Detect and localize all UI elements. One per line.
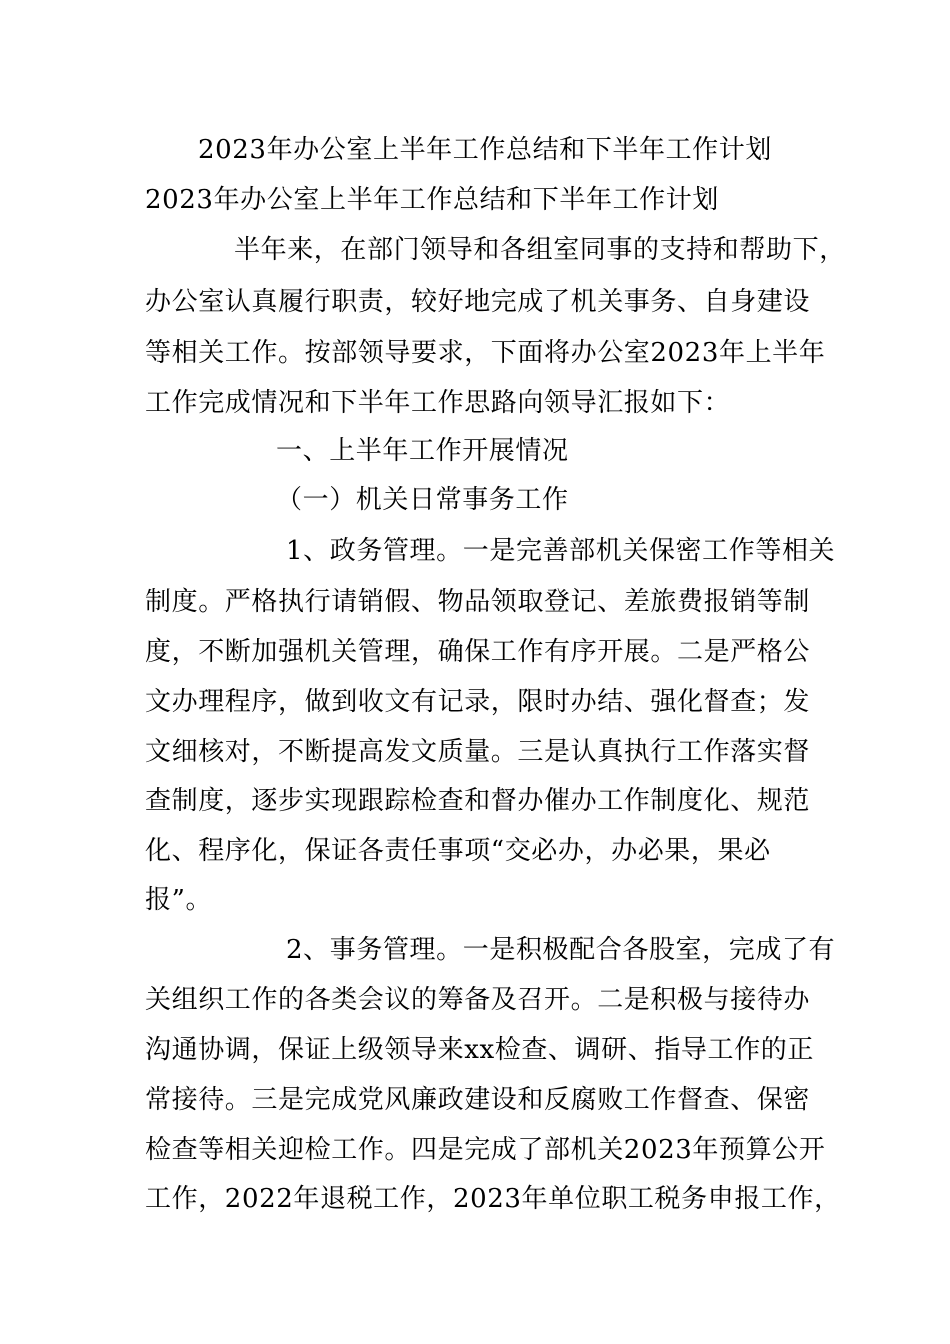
paragraph-line: 度，不断加强机关管理，确保工作有序开展。二是严格公 (145, 637, 811, 667)
paragraph-line: 检查等相关迎检工作。四是完成了部机关2023年预算公开 (145, 1135, 826, 1165)
paragraph-line: 1、政务管理。一是完善部机关保密工作等相关 (286, 536, 836, 566)
section-heading: 一、上半年工作开展情况 (276, 436, 569, 466)
paragraph-line: 制度。严格执行请销假、物品领取登记、差旅费报销等制 (145, 587, 811, 617)
subsection-heading: （一）机关日常事务工作 (276, 485, 569, 515)
intro-line: 等相关工作。按部领导要求，下面将办公室2023年上半年 (145, 338, 826, 368)
intro-line: 工作完成情况和下半年工作思路向领导汇报如下： (145, 388, 731, 418)
document-title: 2023年办公室上半年工作总结和下半年工作计划 (198, 135, 772, 165)
intro-line: 半年来，在部门领导和各组室同事的支持和帮助下， (234, 235, 846, 265)
paragraph-line: 化、程序化，保证各责任事项“交必办，办必果，果必 (145, 836, 771, 866)
paragraph-line: 文细核对，不断提高发文质量。三是认真执行工作落实督 (145, 737, 811, 767)
document-subtitle: 2023年办公室上半年工作总结和下半年工作计划 (145, 185, 719, 215)
paragraph-line: 常接待。三是完成党风廉政建设和反腐败工作督查、保密 (145, 1085, 811, 1115)
paragraph-line: 文办理程序，做到收文有记录，限时办结、强化督查；发 (145, 687, 811, 717)
paragraph-line: 沟通协调，保证上级领导来xx检查、调研、指导工作的正 (145, 1035, 814, 1065)
intro-line: 办公室认真履行职责，较好地完成了机关事务、自身建设 (145, 287, 811, 317)
paragraph-line: 查制度，逐步实现跟踪检查和督办催办工作制度化、规范 (145, 786, 811, 816)
paragraph-line: 2、事务管理。一是积极配合各股室，完成了有 (286, 935, 836, 965)
paragraph-line: 工作，2022年退税工作，2023年单位职工税务申报工作， (145, 1184, 841, 1214)
paragraph-line: 报”。 (145, 885, 213, 915)
paragraph-line: 关组织工作的各类会议的筹备及召开。二是积极与接待办 (145, 985, 811, 1015)
